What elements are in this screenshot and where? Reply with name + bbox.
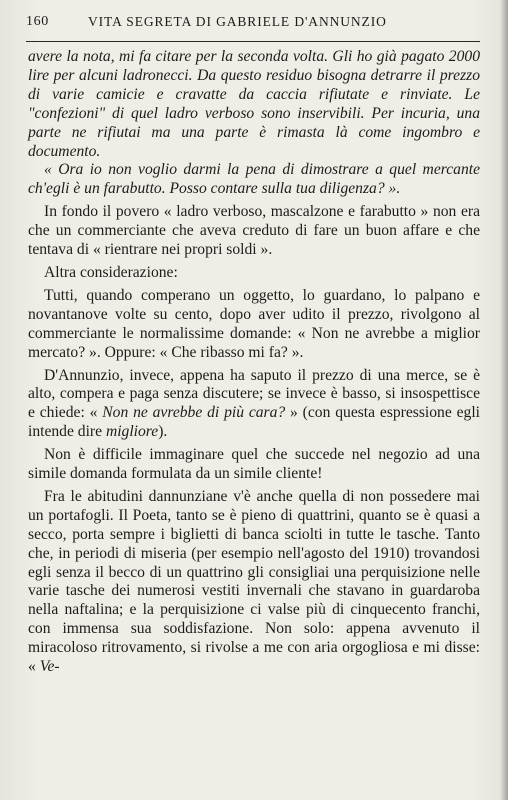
paragraph	[28, 488, 480, 677]
text-run: D'Annunzio, invece, appena ha saputo il prezzo di una merce, se è alto, compera e paga senza discutere; se invece è basso, si insospettisce e chiede: «	[28, 366, 480, 422]
page-body	[28, 48, 480, 677]
italic-text-run: Non ne avrebbe di più cara?	[102, 404, 286, 422]
paragraph: Tutti, quando comperano un oggetto, lo guardano, lo palpano e novantanove volte su cento, dopo aver udito il prezzo, rivolgono al commerciante le normalissime domande: « Non ne avrebbe a miglior mercato? ». Oppure: « Che ribasso mi fa? ».	[28, 286, 480, 361]
paragraph-quoted-letter: avere la nota, mi fa citare per la seconda volta. Gli ho già pagato 2000 lire per alcuni ladronecci. Da questo residuo bisogna detrarre il prezzo di varie camicie e cravatte da caccia rifiutate e rinviate. Le "confezioni" di quel ladro verboso sono inservibili. Per incuria, una parte ne rifiutai ma una parte è rimasta là come ingombro e documento.	[28, 48, 480, 160]
text-run: Fra le abitudini dannunziane v'è anche quella di non possedere mai un portafogli. Il Poeta, tanto se è pieno di quattrini, quanto se è quasi a secco, porta sempre i biglietti di banca sciolti in tutte le tasche. Tanto che, in periodi di miseria (per esempio nell'agosto del 1910) trovandosi egli senza il becco di un quattrino gli consigliai una perquisizione nelle varie tasche dei numerosi vestiti invernali che stavano in guardaroba nella naftalina; e la perquisizione ci valse più di cinquecento franchi, con immensa sua soddisfazione. Non solo: appena avvenuto il miracoloso ritrovamento, si rivolse a me con aria orgogliosa e mi disse: «	[28, 487, 480, 676]
page-edge-shadow	[500, 0, 508, 800]
text-run: ).	[158, 423, 168, 441]
header-rule	[26, 41, 480, 42]
page-number: 160	[26, 14, 49, 29]
paragraph: Altra considerazione:	[44, 263, 178, 281]
page-header	[26, 14, 482, 36]
italic-text-run: Ve-	[39, 658, 60, 676]
text-run: » (con questa espressione egli intende dire	[28, 404, 480, 441]
paragraph: In fondo il povero « ladro verboso, mascalzone e farabutto » non era che un commerciante che aveva creduto di fare un buon affare e che tentava di « rientrare nei propri soldi ».	[28, 203, 480, 259]
running-head: VITA SEGRETA DI GABRIELE D'ANNUNZIO	[88, 14, 387, 29]
paragraph-quoted-letter-end: « Ora io non voglio darmi la pena di dimostrare a quel mercante ch'egli è un farabutto. Posso contare sulla tua diligenza? ».	[28, 161, 480, 198]
paragraph: Non è difficile immaginare quel che succede nel negozio ad una simile domanda formulata da un simile cliente!	[28, 446, 480, 483]
italic-text-run: migliore	[105, 423, 159, 441]
paragraph	[28, 367, 480, 443]
